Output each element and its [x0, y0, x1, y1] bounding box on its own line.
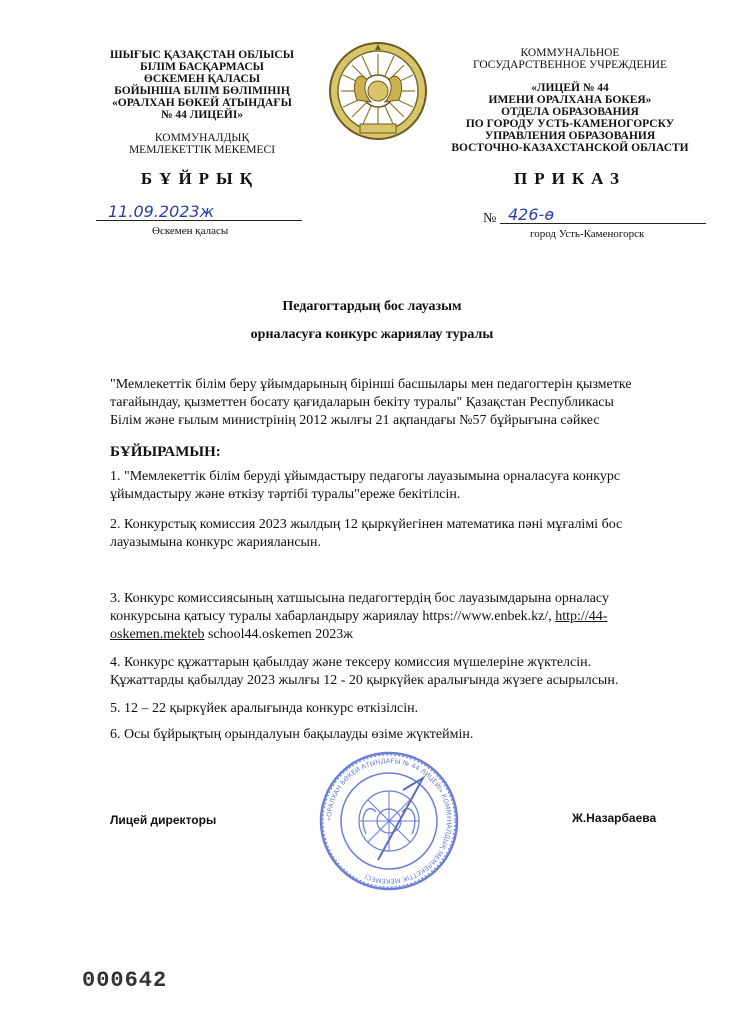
header-right-sub: ГОСУДАРСТВЕННОЕ УЧРЕЖДЕНИЕ [472, 59, 668, 71]
header-left-line: БОЙЫНША БІЛІМ БӨЛІМІНІҢ [114, 85, 290, 97]
header-right-line: ПО ГОРОДУ УСТЬ-КАМЕНОГОРСКУ [465, 118, 675, 130]
header-right [440, 47, 700, 154]
header-left-line: «ОРАЛХАН БӨКЕЙ АТЫНДАҒЫ [112, 97, 292, 109]
number-prefix: № [483, 211, 497, 226]
header-right-line: ИМЕНИ ОРАЛХАНА БОКЕЯ» [488, 94, 652, 106]
header-left-sub: МЕМЛЕКЕТТІК МЕКЕМЕСІ [128, 144, 276, 156]
signature-name: Ж.Назарбаева [572, 811, 657, 825]
emblem-icon [327, 40, 429, 142]
header-right-line: «ЛИЦЕЙ № 44 [531, 82, 609, 94]
order-item-1: 1. "Мемлекеттік білім беруді ұйымдастыру педагогы лауазымына орналасуға конкурс ұйымдастыру және өткізу тәртібі туралы"ереже бекітілсін. [110, 469, 621, 502]
order-item-5: 5. 12 – 22 қыркүйек аралығында конкурс өткізілсін. [110, 701, 419, 716]
place-kaz: Өскемен қаласы [152, 225, 229, 237]
order-item-2: 2. Конкурстық комиссия 2023 жылдың 12 қыркүйегінен математика пәні мұғалімі бос лауазымына конкурс жариялансын. [110, 517, 623, 550]
subject-line-1: Педагогтардың бос лауазым [282, 299, 462, 314]
order-item-6: 6. Осы бұйрықтың орындалуын бақылауды өзіме жүктеймін. [110, 727, 474, 742]
place-rus: город Усть-Каменогорск [530, 228, 645, 240]
header-left-line: № 44 ЛИЦЕЙІ» [160, 109, 244, 121]
header-left-line: ШЫҒЫС ҚАЗАҚСТАН ОБЛЫСЫ [109, 49, 295, 61]
serial-number: 000642 [82, 968, 168, 993]
header-right-sub: КОММУНАЛЬНОЕ [520, 47, 620, 59]
header-left [96, 49, 308, 156]
subject-line-2: орналасуға конкурс жариялау туралы [250, 327, 494, 342]
order-item-3-text: 3. Конкурс комиссиясының хатшысына педагогтердің бос лауазымдарына орналасу конкурсына қатысу туралы хабарландыру жариялау https://www.enbek.kz/, [110, 591, 609, 624]
order-item-3-tail: school44.oskemen 2023ж [204, 627, 353, 642]
header-left-line: БІЛІМ БАСҚАРМАСЫ [140, 61, 264, 73]
official-stamp [318, 750, 460, 892]
preamble: "Мемлекеттік білім беру ұйымдарының бірінші басшылары мен педагогтерін қызметке тағайындау, қызметтен босату қағидаларын бекіту туралы" Қазақстан Республикасы Білім және ғылым министрінің 2012 жылғы 21 ақпандағы №57 бұйрығына сәйкес [110, 377, 632, 428]
doc-title-rus: ПРИКАЗ [514, 169, 626, 188]
stamp-icon [318, 750, 460, 892]
handwritten-date: 11.09.2023ж [108, 202, 215, 221]
header-left-line: ӨСКЕМЕН ҚАЛАСЫ [143, 73, 261, 85]
header-right-line: УПРАВЛЕНИЯ ОБРАЗОВАНИЯ [484, 130, 656, 142]
order-item-3 [110, 590, 650, 644]
handwritten-number: 426-ө [508, 205, 555, 224]
signature-position: Лицей директоры [110, 813, 217, 827]
doc-title-kaz: БҰЙРЫҚ [140, 169, 260, 188]
stamp-ring-text: «ОРАЛХАН БӨКЕЙ АТЫНДАҒЫ № 44 ЛИЦЕЙІ» КОММУНАЛДЫҚ МЕМЛЕКЕТТІК МЕКЕМЕСІ [324, 756, 454, 886]
state-emblem [327, 40, 429, 142]
order-word: БҰЙЫРАМЫН: [110, 444, 221, 460]
header-right-line: ОТДЕЛА ОБРАЗОВАНИЯ [501, 106, 639, 118]
school-link[interactable]: http://44-oskemen.mekteb [110, 609, 608, 642]
order-item-4: 4. Конкурс құжаттарын қабылдау және тексеру комиссия мүшелеріне жүктелсін. Құжаттарды қабылдау 2023 жылғы 12 - 20 қыркүйек аралығында жүзеге асырылсын. [110, 655, 619, 688]
header-left-sub: КОММУНАЛДЫҚ [154, 132, 250, 144]
header-right-line: ВОСТОЧНО-КАЗАХСТАНСКОЙ ОБЛАСТИ [451, 142, 689, 154]
